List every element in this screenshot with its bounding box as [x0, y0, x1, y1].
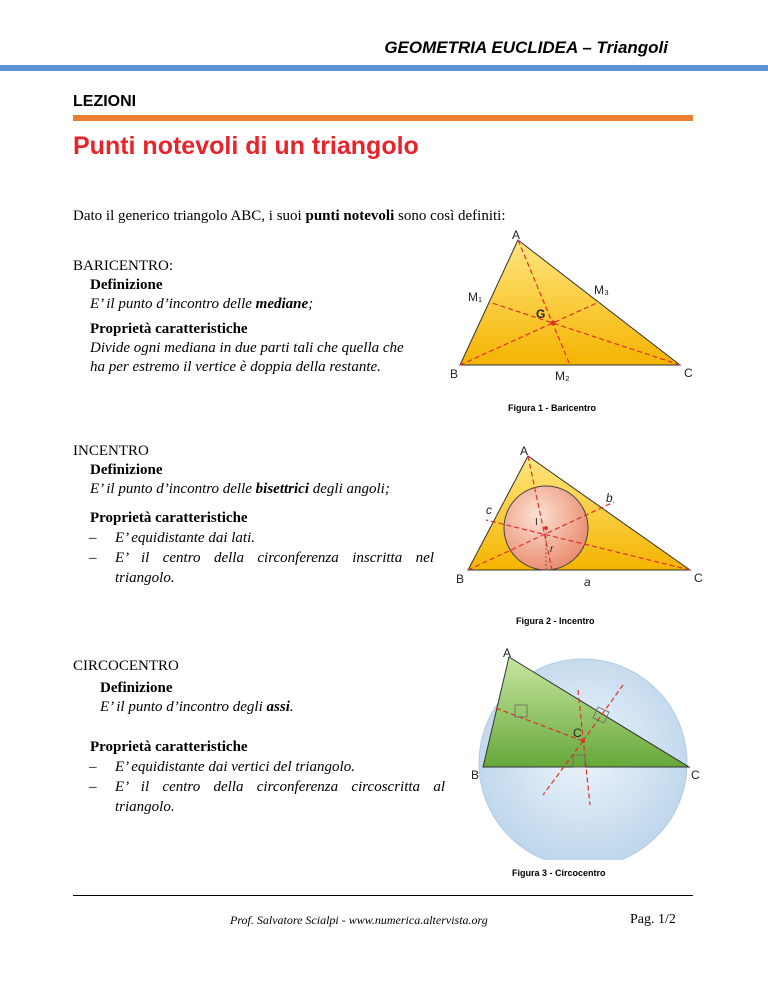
figure-1-caption: Figura 1 - Baricentro — [508, 403, 597, 413]
side-label-a: a — [584, 575, 591, 589]
incenter-label: I — [535, 517, 538, 528]
baricentro-heading-colon: : — [168, 258, 174, 274]
list-text: E’ il centro della circonferenza circoscritta al — [115, 779, 445, 795]
midpoint-label-m3: M₃ — [594, 283, 609, 297]
vertex-label-b: B — [471, 768, 480, 782]
circocentro-prop-label: Proprietà caratteristiche — [90, 739, 248, 755]
intro-text: Dato il generico triangolo ABC, i suoi — [73, 208, 306, 224]
def-text: E’ il punto d’incontro delle — [90, 481, 256, 497]
intro-paragraph — [73, 208, 506, 225]
vertex-label-b: B — [450, 367, 459, 381]
page-number: Pag. 1/2 — [630, 912, 676, 927]
list-text: E’ il centro della circonferenza inscritta nel — [115, 550, 434, 566]
intro-bold: punti notevoli — [305, 208, 395, 224]
list-dash: – — [89, 779, 97, 795]
circocentro-definition — [90, 679, 450, 717]
baricentro-prop-label: Proprietà caratteristiche — [90, 321, 248, 337]
figure-3-caption: Figura 3 - Circocentro — [512, 868, 606, 878]
centroid-label: G — [536, 307, 546, 321]
list-text: E’ equidistante dai vertici del triangolo. — [115, 759, 355, 775]
baricentro-prop-line: ha per estremo il vertice è doppia della restante. — [90, 359, 381, 375]
side-label-b: b — [606, 491, 613, 505]
list-item — [89, 548, 434, 588]
baricentro-def-text — [90, 295, 430, 314]
incentro-figure — [450, 440, 710, 595]
section-label: LEZIONI — [73, 93, 137, 110]
def-text-end: . — [289, 699, 294, 715]
list-item — [89, 528, 434, 548]
def-text-end: degli angoli; — [309, 481, 390, 497]
midpoint-label-m2: M₂ — [555, 369, 570, 383]
list-text: triangolo. — [115, 799, 175, 815]
def-text: E’ il punto d’incontro degli — [100, 699, 267, 715]
def-bold-term: mediane — [255, 296, 309, 312]
vertex-label-c: C — [694, 571, 703, 585]
footer-author: Prof. Salvatore Scialpi - www.numerica.altervista.org — [230, 913, 488, 927]
incentro-properties — [89, 528, 434, 588]
radius-label: r — [550, 544, 554, 555]
incentro-def-text — [90, 480, 450, 499]
list-dash: – — [89, 530, 97, 546]
centroid-point — [551, 321, 556, 326]
incentro-prop-label: Proprietà caratteristiche — [90, 510, 248, 526]
list-dash: – — [89, 550, 97, 566]
section-divider — [73, 115, 693, 121]
list-text: triangolo. — [115, 570, 175, 586]
baricentro-heading — [73, 258, 173, 275]
figure-2-caption: Figura 2 - Incentro — [516, 616, 595, 626]
def-text: E’ il punto d’incontro delle — [90, 296, 256, 312]
vertex-label-a: A — [512, 228, 521, 242]
circocentro-figure — [465, 645, 710, 860]
baricentro-def-label: Definizione — [90, 277, 163, 293]
document-header-title: GEOMETRIA EUCLIDEA – Triangoli — [384, 38, 668, 57]
baricentro-figure — [440, 225, 710, 385]
circocentro-heading: CIRCOCENTRO — [73, 658, 179, 674]
def-text-end: ; — [308, 296, 314, 312]
vertex-label-c: C — [691, 768, 700, 782]
vertex-label-a: A — [503, 646, 512, 660]
vertex-label-a: A — [520, 444, 529, 458]
def-bold-term: bisettrici — [255, 481, 309, 497]
circocentro-def-text — [90, 698, 450, 717]
vertex-label-b: B — [456, 572, 465, 586]
circocentro-properties — [89, 757, 445, 817]
page-title: Punti notevoli di un triangolo — [73, 132, 419, 160]
header-divider — [0, 65, 768, 71]
baricentro-heading-text: BARICENTRO — [73, 258, 169, 274]
baricentro-properties — [90, 320, 440, 377]
vertex-label-c: C — [684, 366, 693, 380]
circumcenter-label: C — [573, 726, 582, 740]
side-label-c: c — [486, 503, 492, 517]
list-item — [89, 757, 445, 777]
incentro-definition — [90, 461, 450, 499]
incentro-heading: INCENTRO — [73, 443, 149, 459]
footer-divider — [73, 895, 693, 896]
circocentro-def-label: Definizione — [100, 680, 173, 696]
triangle-shape — [460, 240, 680, 365]
def-bold-term: assi — [266, 699, 290, 715]
incenter-point — [544, 526, 548, 530]
midpoint-label-m1: M₁ — [468, 290, 483, 304]
baricentro-prop-line: Divide ogni mediana in due parti tali che quella che — [90, 340, 404, 356]
baricentro-definition — [90, 276, 430, 314]
incentro-def-label: Definizione — [90, 462, 163, 478]
intro-text-end: sono così definiti: — [394, 208, 506, 224]
list-item — [89, 777, 445, 817]
list-dash: – — [89, 759, 97, 775]
list-text: E’ equidistante dai lati. — [115, 530, 255, 546]
